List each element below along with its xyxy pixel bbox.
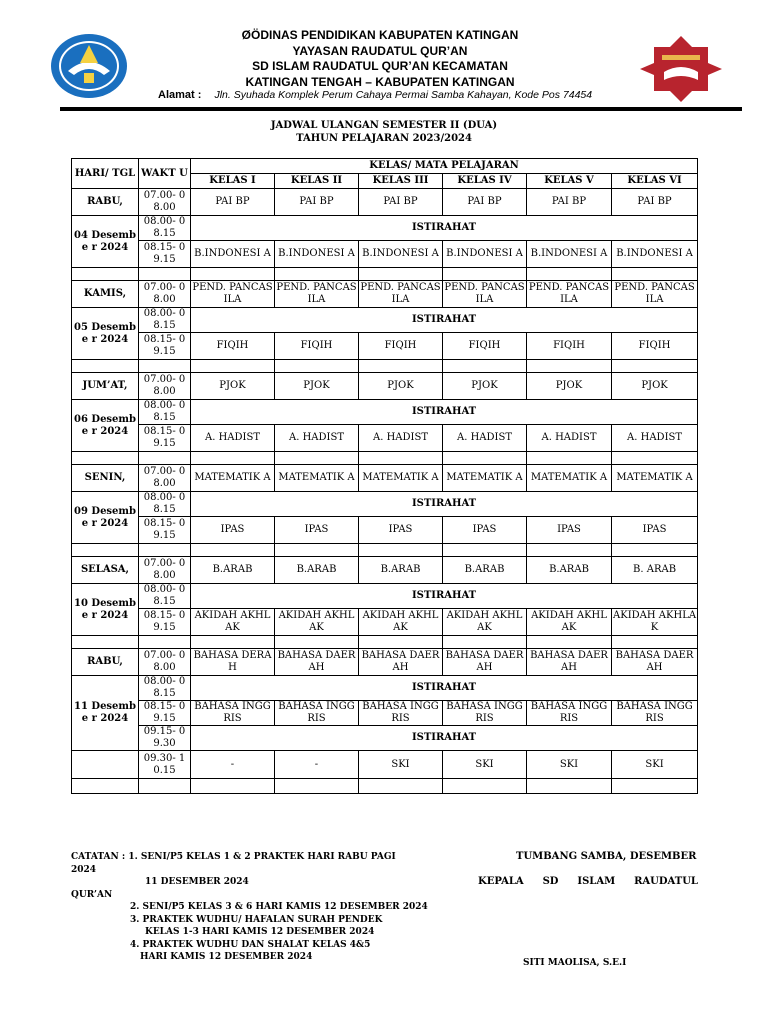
class-header-cell: KELAS VI	[612, 174, 698, 189]
note-1-year: 2024	[71, 864, 97, 875]
subject-cell: SKI	[359, 751, 443, 779]
table-row-empty	[72, 360, 698, 373]
class-header-cell: KELAS V	[527, 174, 612, 189]
time-cell: 08.15- 09.15	[139, 701, 191, 726]
signature-role	[478, 876, 698, 887]
subject-cell: IPAS	[191, 517, 275, 544]
subject-cell: BAHASA INGGRIS	[275, 701, 359, 726]
empty-cell	[72, 544, 139, 557]
table-row	[72, 465, 698, 492]
subject-cell: PEND. PANCASILA	[443, 281, 527, 308]
subject-cell: FIQIH	[527, 333, 612, 360]
empty-cell	[139, 544, 191, 557]
time-cell: 08.15- 09.15	[139, 241, 191, 268]
day-cell: JUM’AT,	[72, 373, 139, 400]
subject-cell: B.ARAB	[443, 557, 527, 584]
subject-cell: A. HADIST	[612, 425, 698, 452]
time-cell: 07.00- 08.00	[139, 649, 191, 676]
subject-cell: PAI BP	[527, 189, 612, 216]
signature-name: SITI MAOLISA, S.E.I	[523, 958, 627, 968]
empty-cell	[359, 636, 443, 649]
table-row	[72, 584, 698, 609]
empty-cell	[275, 544, 359, 557]
subject-cell: BAHASA INGGRIS	[359, 701, 443, 726]
subject-cell: AKIDAH AKHLAK	[359, 609, 443, 636]
time-cell: 08.00- 08.15	[139, 492, 191, 517]
subject-cell: B.INDONESI A	[612, 241, 698, 268]
date-cell: 04 Desembe r 2024	[72, 216, 139, 268]
subject-cell: PJOK	[612, 373, 698, 400]
empty-cell	[139, 636, 191, 649]
empty-cell	[191, 636, 275, 649]
subject-cell: B.INDONESI A	[275, 241, 359, 268]
subject-cell: PJOK	[527, 373, 612, 400]
date-cell: 06 Desembe r 2024	[72, 400, 139, 452]
date-cell: 05 Desembe r 2024	[72, 308, 139, 360]
table-row	[72, 649, 698, 676]
document-title	[0, 120, 768, 145]
time-cell: 08.15- 09.15	[139, 333, 191, 360]
day-cell: RABU,	[72, 189, 139, 216]
subject-cell: AKIDAH AKHLAK	[443, 609, 527, 636]
subject-cell: B.INDONESI A	[527, 241, 612, 268]
subject-cell: B.ARAB	[359, 557, 443, 584]
table-row	[72, 189, 698, 216]
subject-cell: MATEMATIK A	[612, 465, 698, 492]
table-row	[72, 726, 698, 751]
table-row-empty	[72, 268, 698, 281]
class-header-cell: KELAS I	[191, 174, 275, 189]
header-hari: HARI/ TGL	[72, 159, 139, 189]
subject-cell: SKI	[443, 751, 527, 779]
istirahat-cell: ISTIRAHAT	[191, 308, 698, 333]
empty-cell	[275, 636, 359, 649]
address-text: Jln. Syuhada Komplek Perum Cahaya Permai Samba Kahayan, Kode Pos 74454	[214, 89, 593, 101]
subject-cell: FIQIH	[191, 333, 275, 360]
subject-cell: PEND. PANCASILA	[527, 281, 612, 308]
subject-cell: A. HADIST	[275, 425, 359, 452]
time-cell: 08.15- 09.15	[139, 609, 191, 636]
table-row	[72, 609, 698, 636]
signature-role-1: KEPALA	[478, 876, 524, 887]
empty-cell	[443, 544, 527, 557]
table-row-empty	[72, 452, 698, 465]
empty-cell	[443, 268, 527, 281]
subject-cell: PJOK	[191, 373, 275, 400]
time-cell: 09.15- 09.30	[139, 726, 191, 751]
time-cell: 07.00- 08.00	[139, 189, 191, 216]
time-cell: 08.00- 08.15	[139, 400, 191, 425]
subject-cell: PEND. PANCASILA	[612, 281, 698, 308]
signature-place: TUMBANG SAMBA, DESEMBER	[516, 851, 697, 862]
subject-cell: AKIDAH AKHLAK	[612, 609, 698, 636]
empty-cell	[527, 636, 612, 649]
istirahat-cell: ISTIRAHAT	[191, 676, 698, 701]
istirahat-cell: ISTIRAHAT	[191, 726, 698, 751]
subject-cell: BAHASA DAERAH	[443, 649, 527, 676]
empty-cell	[72, 360, 139, 373]
subject-cell: B.ARAB	[527, 557, 612, 584]
table-row-empty	[72, 636, 698, 649]
empty-cell	[139, 360, 191, 373]
empty-cell	[612, 268, 698, 281]
time-cell: 09.30- 10.15	[139, 751, 191, 779]
subject-cell: A. HADIST	[359, 425, 443, 452]
subject-cell: BAHASA DAERAH	[359, 649, 443, 676]
title-line-2: TAHUN PELAJARAN 2023/2024	[296, 132, 472, 144]
empty-cell	[275, 779, 359, 794]
table-row	[72, 308, 698, 333]
time-cell: 07.00- 08.00	[139, 465, 191, 492]
subject-cell: PEND. PANCASILA	[275, 281, 359, 308]
time-cell: 08.00- 08.15	[139, 216, 191, 241]
day-cell: KAMIS,	[72, 281, 139, 308]
notes-section	[71, 851, 428, 964]
note-3-detail: KELAS 1-3 HARI KAMIS 12 DESEMBER 2024	[145, 927, 375, 937]
title-line-1: JADWAL ULANGAN SEMESTER II (DUA)	[270, 120, 498, 131]
letterhead	[0, 0, 768, 112]
subject-cell: -	[191, 751, 275, 779]
time-cell: 07.00- 08.00	[139, 281, 191, 308]
day-cell: SELASA,	[72, 557, 139, 584]
subject-cell: IPAS	[612, 517, 698, 544]
day-cell: RABU,	[72, 649, 139, 676]
empty-cell	[139, 452, 191, 465]
empty-cell	[139, 268, 191, 281]
letterhead-line-3: SD ISLAM RAUDATUL QUR’AN KECAMATAN	[252, 59, 508, 73]
time-cell: 08.15- 09.15	[139, 517, 191, 544]
header-waktu: WAKT U	[139, 159, 191, 189]
empty-cell	[191, 360, 275, 373]
signature-role-4: RAUDATUL	[634, 876, 698, 887]
class-header-cell: KELAS II	[275, 174, 359, 189]
date-cell: 10 Desembe r 2024	[72, 584, 139, 636]
letterhead-line-4: KATINGAN TENGAH – KABUPATEN KATINGAN	[245, 74, 515, 89]
note-4: 4. PRAKTEK WUDHU DAN SHALAT KELAS 4&5	[130, 939, 371, 950]
table-row	[72, 216, 698, 241]
empty-cell	[443, 779, 527, 794]
empty-cell	[612, 636, 698, 649]
empty-cell	[612, 544, 698, 557]
table-row	[72, 373, 698, 400]
empty-cell	[72, 751, 139, 779]
subject-cell: BAHASA DAERAH	[527, 649, 612, 676]
empty-cell	[359, 452, 443, 465]
empty-cell	[191, 268, 275, 281]
istirahat-cell: ISTIRAHAT	[191, 584, 698, 609]
subject-cell: B.INDONESI A	[191, 241, 275, 268]
signature-role-3: ISLAM	[577, 876, 616, 887]
subject-cell: MATEMATIK A	[443, 465, 527, 492]
date-cell: 11 Desembe r 2024	[72, 676, 139, 751]
time-cell: 07.00- 08.00	[139, 373, 191, 400]
note-4-detail: HARI KAMIS 12 DESEMBER 2024	[140, 952, 313, 962]
empty-cell	[275, 360, 359, 373]
table-row	[72, 676, 698, 701]
subject-cell: AKIDAH AKHLAK	[275, 609, 359, 636]
empty-cell	[527, 452, 612, 465]
day-cell: SENIN,	[72, 465, 139, 492]
subject-cell: PEND. PANCASILA	[191, 281, 275, 308]
note-1-quran: QUR’AN	[71, 889, 113, 900]
subject-cell: IPAS	[527, 517, 612, 544]
subject-cell: B.INDONESI A	[359, 241, 443, 268]
table-row	[72, 517, 698, 544]
subject-cell: MATEMATIK A	[275, 465, 359, 492]
empty-cell	[359, 268, 443, 281]
note-2: 2. SENI/P5 KELAS 3 & 6 HARI KAMIS 12 DESEMBER 2024	[130, 902, 428, 912]
subject-cell: FIQIH	[443, 333, 527, 360]
empty-cell	[275, 268, 359, 281]
subject-cell: FIQIH	[359, 333, 443, 360]
empty-cell	[359, 779, 443, 794]
empty-cell	[527, 268, 612, 281]
subject-cell: -	[275, 751, 359, 779]
class-header-cell: KELAS III	[359, 174, 443, 189]
empty-cell	[359, 360, 443, 373]
subject-cell: PAI BP	[443, 189, 527, 216]
subject-cell: MATEMATIK A	[359, 465, 443, 492]
subject-cell: PJOK	[359, 373, 443, 400]
table-row	[72, 281, 698, 308]
subject-cell: PJOK	[443, 373, 527, 400]
subject-cell: PEND. PANCASILA	[359, 281, 443, 308]
subject-cell: PJOK	[275, 373, 359, 400]
note-1: CATATAN : 1. SENI/P5 KELAS 1 & 2 PRAKTEK HARI RABU PAGI	[71, 852, 396, 862]
table-row-empty	[72, 779, 698, 794]
subject-cell: B.ARAB	[275, 557, 359, 584]
table-row-empty	[72, 544, 698, 557]
table-row	[72, 701, 698, 726]
empty-cell	[139, 779, 191, 794]
note-1-date: 11 DESEMBER 2024	[145, 877, 249, 887]
istirahat-cell: ISTIRAHAT	[191, 400, 698, 425]
subject-cell: BAHASA INGGRIS	[527, 701, 612, 726]
empty-cell	[191, 452, 275, 465]
note-3: 3. PRAKTEK WUDHU/ HAFALAN SURAH PENDEK	[130, 914, 383, 925]
empty-cell	[72, 636, 139, 649]
empty-cell	[72, 779, 139, 794]
subject-cell: SKI	[612, 751, 698, 779]
subject-cell: SKI	[527, 751, 612, 779]
subject-cell: FIQIH	[612, 333, 698, 360]
subject-cell: PAI BP	[359, 189, 443, 216]
exam-schedule-table	[71, 158, 698, 794]
empty-cell	[527, 544, 612, 557]
empty-cell	[72, 268, 139, 281]
table-row	[72, 492, 698, 517]
table-header-row	[72, 159, 698, 174]
address-line	[158, 89, 592, 101]
subject-cell: BAHASA INGGRIS	[612, 701, 698, 726]
table-row	[72, 557, 698, 584]
subject-cell: AKIDAH AKHLAK	[527, 609, 612, 636]
tut-wuri-handayani-logo	[50, 33, 128, 99]
empty-cell	[191, 544, 275, 557]
subject-cell: AKIDAH AKHLAK	[191, 609, 275, 636]
subject-cell: IPAS	[275, 517, 359, 544]
table-row	[72, 400, 698, 425]
empty-cell	[443, 360, 527, 373]
istirahat-cell: ISTIRAHAT	[191, 216, 698, 241]
subject-cell: BAHASA INGGRIS	[443, 701, 527, 726]
empty-cell	[612, 779, 698, 794]
empty-cell	[275, 452, 359, 465]
table-row	[72, 425, 698, 452]
subject-cell: IPAS	[359, 517, 443, 544]
empty-cell	[527, 779, 612, 794]
letterhead-line-1: ØÖDINAS PENDIDIKAN KABUPATEN KATINGAN	[241, 28, 519, 42]
subject-cell: BAHASA INGGRIS	[191, 701, 275, 726]
subject-cell: MATEMATIK A	[527, 465, 612, 492]
time-cell: 08.15- 09.15	[139, 425, 191, 452]
subject-cell: BAHASA DAERAH	[612, 649, 698, 676]
empty-cell	[72, 452, 139, 465]
subject-cell: BAHASA DERAH	[191, 649, 275, 676]
empty-cell	[612, 452, 698, 465]
empty-cell	[612, 360, 698, 373]
subject-cell: B. ARAB	[612, 557, 698, 584]
subject-cell: PAI BP	[275, 189, 359, 216]
subject-cell: FIQIH	[275, 333, 359, 360]
time-cell: 08.00- 08.15	[139, 676, 191, 701]
subject-cell: B.ARAB	[191, 557, 275, 584]
header-kelas: KELAS/ MATA PELAJARAN	[191, 159, 698, 174]
istirahat-cell: ISTIRAHAT	[191, 492, 698, 517]
header-rule	[60, 107, 742, 111]
empty-cell	[191, 779, 275, 794]
time-cell: 08.00- 08.15	[139, 308, 191, 333]
subject-cell: MATEMATIK A	[191, 465, 275, 492]
empty-cell	[443, 636, 527, 649]
table-row	[72, 333, 698, 360]
time-cell: 07.00- 08.00	[139, 557, 191, 584]
subject-cell: PAI BP	[612, 189, 698, 216]
empty-cell	[443, 452, 527, 465]
subject-cell: A. HADIST	[527, 425, 612, 452]
time-cell: 08.00- 08.15	[139, 584, 191, 609]
subject-cell: A. HADIST	[191, 425, 275, 452]
signature-role-2: SD	[542, 876, 559, 887]
letterhead-line-2: YAYASAN RAUDATUL QUR’AN	[292, 43, 468, 58]
empty-cell	[359, 544, 443, 557]
empty-cell	[527, 360, 612, 373]
raudatul-quran-logo	[640, 36, 722, 102]
letterhead-title	[180, 28, 580, 90]
table-row	[72, 241, 698, 268]
table-row	[72, 751, 698, 779]
address-label: Alamat :	[158, 89, 202, 101]
date-cell: 09 Desembe r 2024	[72, 492, 139, 544]
subject-cell: B.INDONESI A	[443, 241, 527, 268]
class-header-cell: KELAS IV	[443, 174, 527, 189]
subject-cell: A. HADIST	[443, 425, 527, 452]
subject-cell: BAHASA DAERAH	[275, 649, 359, 676]
subject-cell: IPAS	[443, 517, 527, 544]
subject-cell: PAI BP	[191, 189, 275, 216]
